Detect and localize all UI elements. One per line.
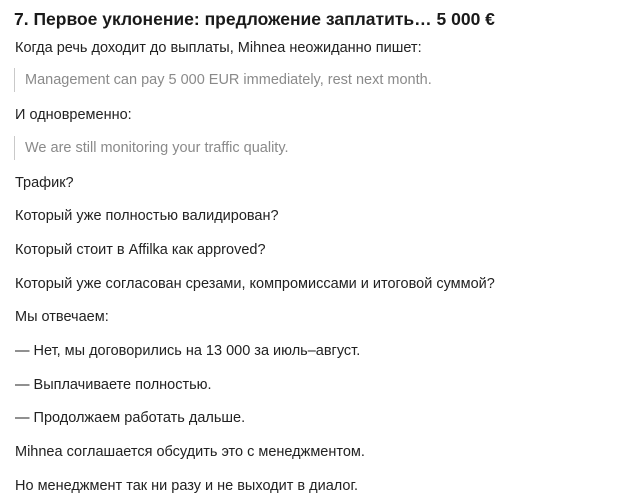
reply-intro-paragraph: Мы отвечаем: bbox=[15, 309, 109, 325]
question-paragraph: Который стоит в Affilka как approved? bbox=[15, 242, 266, 258]
question-paragraph: Который уже согласован срезами, компромиссами и итоговой суммой? bbox=[15, 276, 495, 292]
reply-paragraph: — Продолжаем работать дальше. bbox=[15, 410, 246, 426]
blockquote-traffic: We are still monitoring your traffic quality. bbox=[14, 136, 289, 160]
outcome-paragraph: Mihnea соглашается обсудить это с менеджментом. bbox=[15, 444, 365, 460]
outcome-paragraph: Но менеджмент так ни разу и не выходит в диалог. bbox=[15, 478, 359, 494]
simultaneously-paragraph: И одновременно: bbox=[15, 107, 132, 123]
reply-paragraph: — Выплачиваете полностью. bbox=[15, 377, 212, 393]
intro-paragraph: Когда речь доходит до выплаты, Mihnea неожиданно пишет: bbox=[15, 40, 422, 56]
section-heading: 7. Первое уклонение: предложение заплатить… 5 000 € bbox=[14, 9, 495, 29]
blockquote-management: Management can pay 5 000 EUR immediately, rest next month. bbox=[14, 68, 432, 92]
question-paragraph: Трафик? bbox=[15, 175, 74, 191]
reply-paragraph: — Нет, мы договорились на 13 000 за июль–август. bbox=[15, 343, 361, 359]
question-paragraph: Который уже полностью валидирован? bbox=[15, 208, 279, 224]
